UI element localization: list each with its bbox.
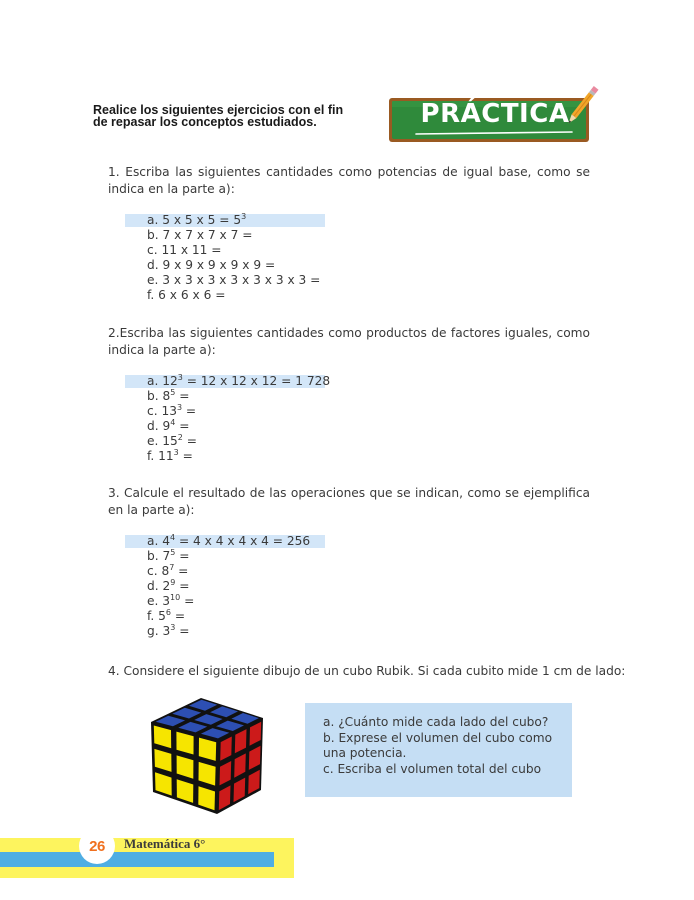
example-item [147,534,310,549]
item-label: f. [147,288,155,302]
item-label: c. [147,404,158,418]
item-expression: 13 [157,404,177,418]
question-1-prompt: 1. Escriba las siguientes cantidades como potencias de igual base, como se indica en la parte a): [108,165,590,196]
item-expression: 7 x 7 x 7 x 7 = [158,228,253,242]
item-expression: 6 x 6 x 6 = [154,288,226,302]
practica-title: PRÁCTICA [420,99,570,129]
item-expression: = [175,419,190,433]
exponent: 2 [177,433,183,442]
rubik-questions-box [305,703,572,797]
example-item [147,374,330,389]
exercise-item [147,434,330,449]
question-2-items [147,374,330,464]
exponent: 4 [169,533,176,542]
book-title: Matemática 6° [124,836,206,851]
intro-line-1: Realice los siguientes ejercicios con el fin [93,103,344,117]
item-expression: 3 x 3 x 3 x 3 x 3 x 3 x 3 = [158,273,321,287]
page-number: 26 [89,838,105,855]
exercise-item [147,549,310,564]
rubik-question-a: a. ¿Cuánto mide cada lado del cubo? [323,715,549,729]
exercise-item [147,273,320,288]
item-expression: 8 [158,389,171,403]
practica-badge [388,94,600,144]
exercise-item [147,419,330,434]
item-expression: 11 [154,449,174,463]
item-expression: 5 x 5 x 5 = 5 [158,213,242,227]
item-label: c. [147,564,158,578]
item-expression: = [175,579,190,593]
exercise-item [147,609,310,624]
item-expression: = [171,609,186,623]
item-expression: = [175,549,190,563]
rubik-question-b-cont: una potencia. [323,746,407,760]
item-expression: 2 [158,579,171,593]
item-expression: = [174,564,189,578]
item-expression: 9 x 9 x 9 x 9 x 9 = [158,258,276,272]
exponent: 10 [170,593,181,602]
item-expression: 5 [154,609,166,623]
page-number-badge [79,828,115,864]
item-label: b. [147,228,159,242]
rubik-cube-image [143,692,269,818]
item-expression: = [178,449,193,463]
item-expression: = 4 x 4 x 4 x 4 = 256 [175,534,311,548]
exponent: 6 [165,608,172,617]
footer-blue-band [0,852,274,867]
exponent: 3 [177,373,183,382]
item-label: d. [147,419,159,433]
exponent: 5 [170,548,176,557]
item-label: d. [147,258,159,272]
exponent: 9 [170,578,176,587]
item-expression: 3 [158,594,171,608]
item-expression: 4 [158,534,170,548]
question-3-items [147,534,310,639]
rubik-cube-icon [143,692,269,818]
rubik-question-c: c. Escriba el volumen total del cubo [323,761,542,776]
item-expression: 12 [158,374,178,388]
item-expression: = [182,404,197,418]
item-label: d. [147,579,159,593]
item-label: f. [147,609,155,623]
question-3-prompt: 3. Calcule el resultado de las operaciones que se indican, como se ejemplifica en la parte a): [108,486,590,517]
item-expression: 11 x 11 = [157,243,222,257]
exponent: 7 [169,563,175,572]
item-label: b. [147,389,159,403]
exercise-item [147,564,310,579]
exercise-item [147,449,330,464]
exponent: 3 [170,623,176,632]
exercise-item [147,389,330,404]
item-expression: 7 [158,549,171,563]
item-label: a. [147,374,159,388]
item-label: a. [147,534,159,548]
example-item [147,213,320,228]
exercise-item [147,288,320,303]
exponent: 5 [170,388,176,397]
exercise-item [147,594,310,609]
item-label: b. [147,549,159,563]
item-expression: 9 [158,419,171,433]
item-expression: 15 [158,434,178,448]
item-label: e. [147,273,159,287]
item-expression: 3 [158,624,171,638]
item-expression: = 12 x 12 x 12 = 1 728 [182,374,331,388]
item-expression: = [180,594,195,608]
item-label: a. [147,213,159,227]
exponent: 4 [170,418,176,427]
intro-line-2: de repasar los conceptos estudiados. [93,115,317,129]
item-label: f. [147,449,155,463]
item-label: g. [147,624,159,638]
exercise-item [147,243,320,258]
item-expression: = [182,434,197,448]
question-1-items [147,213,320,303]
item-expression: = [175,389,190,403]
question-2-prompt: 2.Escriba las siguientes cantidades como productos de factores iguales, como indica la parte a): [108,326,590,357]
exercise-item [147,624,310,639]
exercise-item [147,579,310,594]
exercise-item [147,258,320,273]
exponent: 3 [173,448,179,457]
item-expression: = [175,624,190,638]
item-label: e. [147,434,159,448]
item-label: c. [147,243,158,257]
exponent: 3 [241,212,247,221]
rubik-question-b: b. Exprese el volumen del cubo como [323,730,553,745]
exercise-item [147,404,330,419]
exercise-item [147,228,320,243]
item-expression: 8 [157,564,170,578]
intro-instructions [93,104,383,128]
item-label: e. [147,594,159,608]
exponent: 3 [176,403,183,412]
question-4-prompt: 4. Considere el siguiente dibujo de un cubo Rubik. Si cada cubito mide 1 cm de lado: [108,664,626,678]
